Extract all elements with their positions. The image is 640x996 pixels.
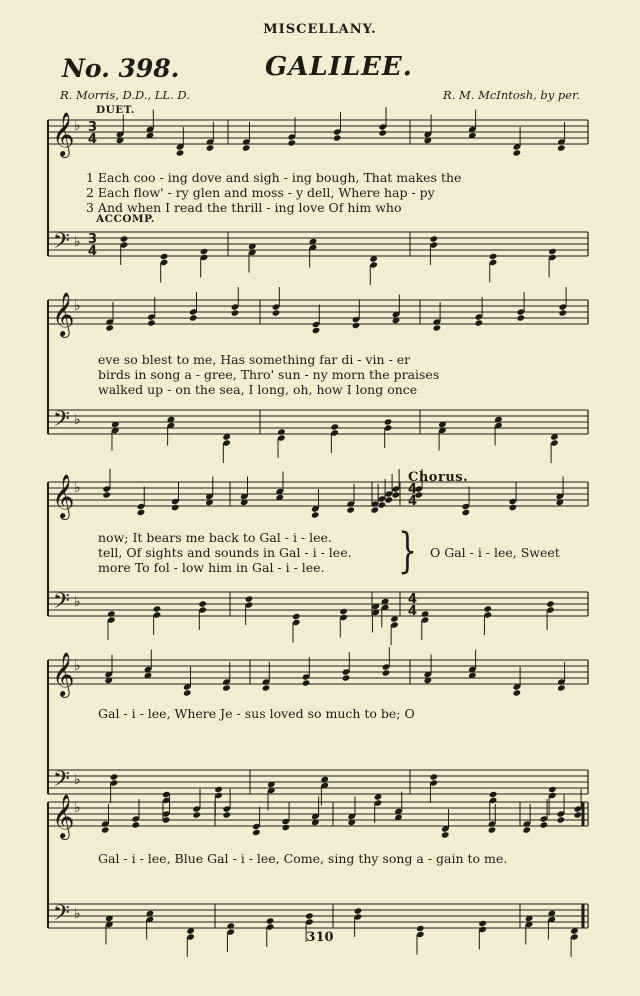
note-head (462, 509, 471, 516)
note-head (378, 129, 387, 136)
verse-3-line-3: more To fol - low him in Gal - i - lee. (98, 560, 325, 575)
note-head (223, 811, 232, 818)
note-head (266, 917, 275, 924)
hymn-title: GALILEE. (265, 52, 413, 82)
verse-2-line-1: 2 Each flow' - ry glen and moss - y dell, Where hap - py (86, 185, 435, 200)
treble-clef: 𝄞 (52, 474, 75, 518)
note-head (546, 600, 555, 607)
note-head (200, 248, 209, 255)
note-head (252, 829, 261, 836)
treble-time-signature-bottom: 4 (88, 132, 98, 147)
flat-sign: ♭ (74, 772, 81, 788)
note-head (540, 821, 549, 828)
bass-clef: 𝄢 (53, 901, 70, 931)
section-header: MISCELLANY. (263, 22, 377, 37)
note-head (231, 309, 240, 316)
chorus-time-signature-top: 4 (408, 482, 418, 497)
verse-1-line-2: eve so blest to me, Has something far di - vin - er (98, 352, 411, 367)
lyricist-credit: R. Morris, D.D., LL. D. (60, 88, 190, 102)
note-head (489, 253, 498, 260)
note-head (222, 684, 231, 691)
note-head (421, 610, 430, 617)
verse-2-line-3: tell, Of sights and sounds in Gal - i - lee. (98, 545, 352, 560)
chorus-bass-time-signature-top: 4 (408, 592, 418, 607)
note-head (198, 600, 207, 607)
verse-3-line-1: 3 And when I read the thrill - ing love Of him who (86, 200, 402, 215)
note-head (120, 235, 129, 242)
treble-clef: 𝄞 (52, 652, 75, 696)
verse-1-line-1: 1 Each coo - ing dove and sigh - ing bough, That makes the (86, 170, 462, 185)
note-head (509, 504, 518, 511)
note-head (160, 253, 169, 260)
note-head (441, 831, 450, 838)
chorus-line-1: O Gal - i - lee, Sweet (430, 545, 560, 560)
note-head (305, 912, 314, 919)
verse-brace: } (398, 523, 418, 580)
note-head (429, 773, 438, 780)
note-head (242, 144, 251, 151)
note-head (559, 309, 568, 316)
note-head (339, 608, 348, 615)
note-head (226, 922, 235, 929)
note-head (548, 248, 557, 255)
note-head (153, 605, 162, 612)
note-head (513, 149, 522, 156)
note-head (206, 144, 215, 151)
note-head (311, 511, 320, 518)
treble-clef: 𝄞 (52, 112, 75, 156)
bass-clef: 𝄢 (53, 229, 70, 259)
note-head (131, 821, 140, 828)
note-head (392, 491, 401, 498)
note-head (371, 506, 380, 513)
flat-sign: ♭ (74, 118, 81, 134)
note-head (214, 786, 223, 793)
note-head (433, 324, 442, 331)
note-head (171, 504, 180, 511)
hymn-number: No. 398. (62, 54, 180, 83)
flat-sign: ♭ (74, 800, 81, 816)
note-head (312, 327, 321, 334)
note-head (277, 428, 286, 435)
note-head (488, 826, 497, 833)
flat-sign: ♭ (74, 234, 81, 250)
treble-clef: 𝄞 (52, 794, 75, 838)
note-head (352, 322, 361, 329)
treble-clef: 𝄞 (52, 292, 75, 336)
composer-credit: R. M. McIntosh, by per. (443, 88, 580, 102)
note-head (330, 423, 339, 430)
verse-3-line-2: walked up - on the sea, I long, oh, how I long once (98, 382, 418, 397)
note-head (262, 684, 271, 691)
note-head (429, 235, 438, 242)
treble-time-signature-top: 3 (88, 120, 98, 135)
note-head (105, 324, 114, 331)
note-head (176, 149, 185, 156)
duet-marking: DUET. (96, 104, 135, 116)
verse-2-line-2: birds in song a - gree, Thro' sun - ny morn the praises (98, 367, 440, 382)
note-head (287, 139, 296, 146)
note-head (272, 309, 281, 316)
note-head (384, 418, 393, 425)
note-head (483, 605, 492, 612)
flat-sign: ♭ (74, 298, 81, 314)
note-head (557, 144, 566, 151)
note-head (282, 824, 291, 831)
note-head (147, 319, 156, 326)
bass-clef: 𝄢 (53, 589, 70, 619)
note-head (475, 319, 484, 326)
bass-time-signature-top: 3 (88, 232, 98, 247)
bass-time-signature-bottom: 4 (88, 244, 98, 259)
note-head (382, 669, 391, 676)
note-head (489, 791, 498, 798)
note-head (292, 613, 301, 620)
chorus-line-2: Gal - i - lee, Where Je - sus loved so much to be; O (98, 706, 415, 721)
note-head (192, 811, 201, 818)
note-head (245, 595, 254, 602)
note-head (137, 509, 146, 516)
chorus-line-3: Gal - i - lee, Blue Gal - i - lee, Come, sing thy song a - gain to me. (98, 851, 508, 866)
note-head (189, 314, 198, 321)
flat-sign: ♭ (74, 412, 81, 428)
note-head (478, 920, 487, 927)
note-head (523, 826, 532, 833)
chorus-time-signature-bottom: 4 (408, 494, 418, 509)
note-head (101, 826, 110, 833)
note-head (102, 491, 111, 498)
chorus-bass-time-signature-bottom: 4 (408, 604, 418, 619)
note-head (333, 134, 342, 141)
note-head (110, 773, 119, 780)
chorus-marking: Chorus. (408, 470, 469, 485)
note-head (107, 610, 116, 617)
flat-sign: ♭ (74, 658, 81, 674)
note-head (557, 684, 566, 691)
verse-1-line-3: now; It bears me back to Gal - i - lee. (98, 530, 332, 545)
flat-sign: ♭ (74, 906, 81, 922)
note-head (354, 907, 363, 914)
note-head (517, 314, 526, 321)
bass-clef: 𝄢 (53, 407, 70, 437)
note-head (346, 506, 355, 513)
note-head (183, 689, 192, 696)
note-head (385, 496, 394, 503)
page-number: 310 (306, 930, 334, 945)
note-head (513, 689, 522, 696)
note-head (378, 501, 387, 508)
note-head (548, 786, 557, 793)
note-head (342, 674, 351, 681)
note-head (557, 816, 566, 823)
note-head (574, 811, 583, 818)
flat-sign: ♭ (74, 480, 81, 496)
accomp-marking: ACCOMP. (96, 213, 155, 225)
note-head (302, 679, 311, 686)
bass-clef: 𝄢 (53, 767, 70, 797)
flat-sign: ♭ (74, 594, 81, 610)
